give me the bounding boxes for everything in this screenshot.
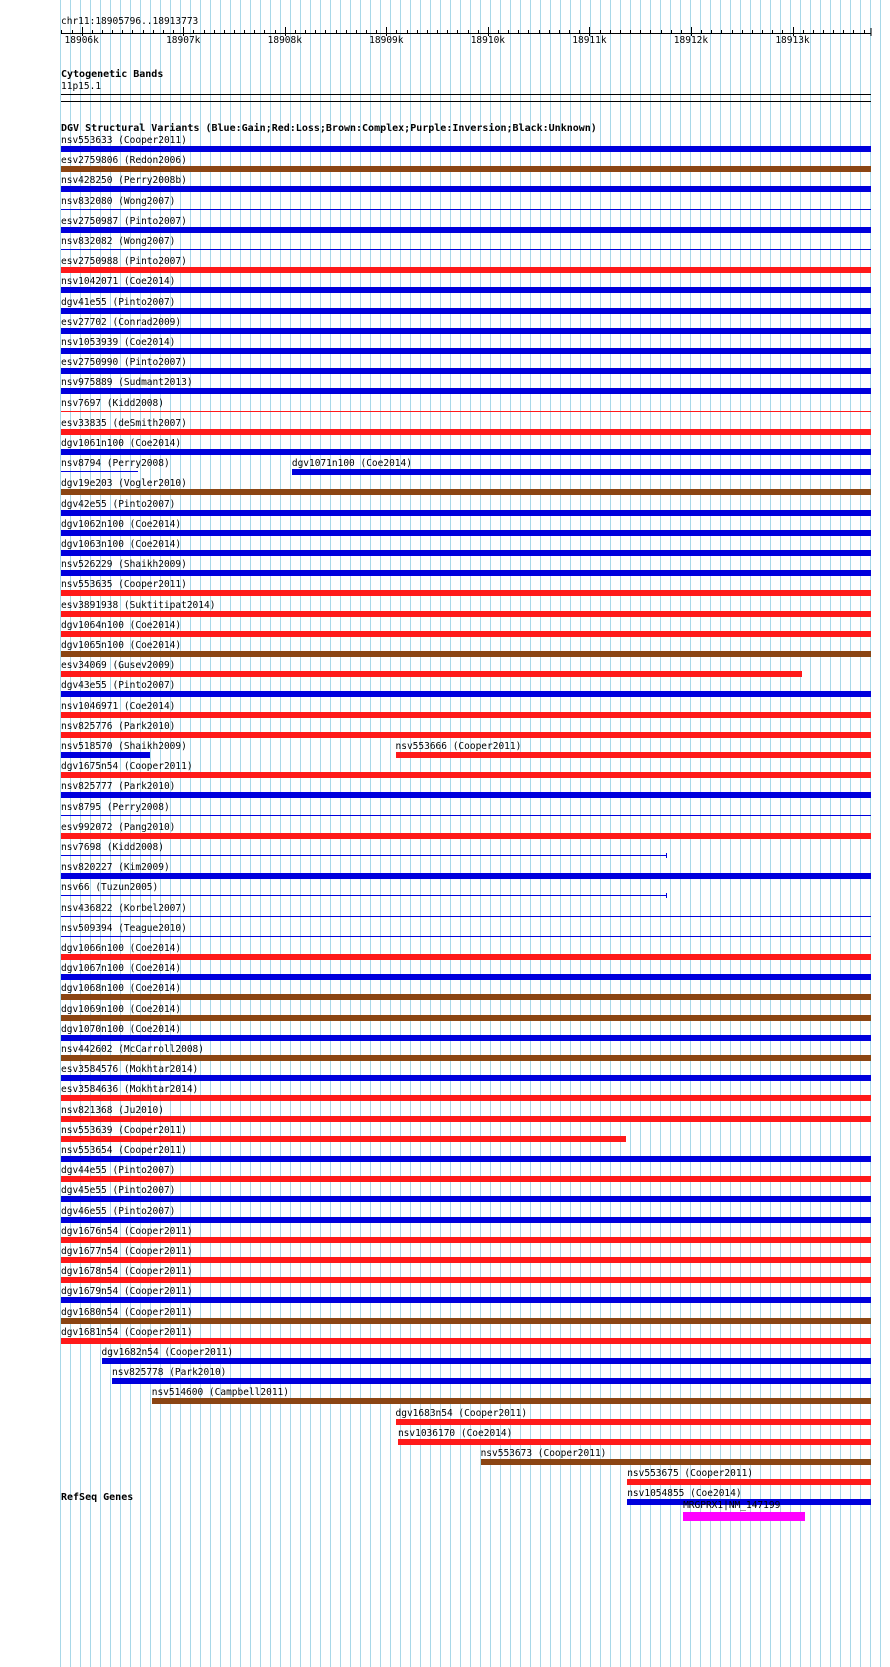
variant-feature-loss[interactable] [61, 429, 871, 435]
variant-feature-gain[interactable] [61, 936, 871, 937]
variant-label: dgv1062n100 (Coe2014) [61, 518, 182, 530]
variant-feature-loss[interactable] [61, 1338, 871, 1344]
variant-label: nsv832082 (Wong2007) [61, 236, 176, 247]
variant-label: dgv1071n100 (Coe2014) [291, 458, 412, 470]
variant-label: esv2750990 (Pinto2007) [61, 357, 187, 369]
variant-label: dgv1061n100 (Coe2014) [61, 438, 182, 449]
variant-label: esv3891938 (Suktitipat2014) [61, 599, 216, 611]
ruler-tick-label: 18913k [775, 35, 810, 46]
refseq-track-title: RefSeq Genes [61, 1492, 134, 1503]
variant-label: nsv553654 (Cooper2011) [61, 1145, 187, 1156]
variant-label: dgv1682n54 (Cooper2011) [101, 1347, 234, 1358]
variant-label: esv33835 (deSmith2007) [61, 417, 187, 429]
variant-feature-loss[interactable] [61, 411, 871, 412]
variant-label: nsv526229 (Shaikh2009) [61, 559, 187, 571]
variant-feature-gain[interactable] [61, 308, 871, 314]
variant-feature-complex[interactable] [61, 1318, 871, 1324]
variant-feature-gain[interactable] [102, 1358, 872, 1364]
variant-label: nsv1036170 (Coe2014) [397, 1427, 513, 1439]
variant-feature-gain[interactable] [61, 209, 871, 210]
ruler-tick-label: 18908k [267, 35, 302, 46]
variant-label: dgv44e55 (Pinto2007) [61, 1165, 176, 1177]
variant-label: nsv1053939 (Coe2014) [61, 337, 176, 348]
variant-feature-loss[interactable] [627, 1479, 871, 1485]
variant-label: esv2750987 (Pinto2007) [61, 215, 187, 227]
variant-feature-gain[interactable] [61, 510, 871, 516]
variant-feature-loss[interactable] [61, 267, 871, 273]
variant-label: esv3584576 (Mokhtar2014) [61, 1064, 199, 1076]
variant-feature-complex[interactable] [61, 489, 871, 495]
ruler-tick-label: 18909k [369, 35, 404, 46]
variant-label: dgv1675n54 (Cooper2011) [61, 761, 193, 773]
variant-label: dgv1680n54 (Cooper2011) [61, 1306, 193, 1318]
variant-label: nsv825778 (Park2010) [112, 1367, 227, 1379]
variant-feature-loss[interactable] [398, 1439, 871, 1445]
variant-label: dgv1065n100 (Coe2014) [61, 640, 182, 651]
variant-label: nsv8794 (Perry2008) [61, 458, 170, 470]
variant-feature-loss[interactable] [61, 590, 871, 596]
variant-feature-loss[interactable] [61, 611, 871, 617]
variant-label: esv2759806 (Redon2006) [61, 155, 187, 167]
gene-feature[interactable] [683, 1512, 805, 1521]
variant-feature-loss[interactable] [61, 833, 871, 839]
variant-label: nsv1042071 (Coe2014) [61, 276, 176, 288]
variant-feature-gain[interactable] [61, 792, 871, 798]
variant-feature-gain[interactable] [292, 469, 871, 475]
variant-label: dgv1066n100 (Coe2014) [61, 943, 182, 954]
variant-label: nsv514600 (Campbell2011) [151, 1387, 289, 1399]
variant-label: dgv1679n54 (Cooper2011) [61, 1286, 193, 1298]
variant-label: dgv45e55 (Pinto2007) [61, 1185, 176, 1197]
location-label: chr11:18905796..18913773 [61, 16, 199, 27]
variant-label: esv2750988 (Pinto2007) [61, 256, 187, 268]
variant-label: dgv1678n54 (Cooper2011) [61, 1266, 193, 1278]
variant-label: nsv553675 (Cooper2011) [627, 1468, 754, 1480]
variant-label: esv27702 (Conrad2009) [61, 316, 182, 328]
variant-feature-gain[interactable] [61, 388, 871, 394]
variant-label: nsv1046971 (Coe2014) [61, 700, 176, 712]
variant-feature-loss[interactable] [61, 1095, 871, 1101]
variant-label: esv34069 (Gusev2009) [61, 660, 176, 672]
variant-label: nsv1054855 (Coe2014) [627, 1488, 742, 1500]
ruler-tick-label: 18911k [572, 35, 607, 46]
variant-feature-gain[interactable] [61, 1196, 871, 1202]
variant-feature-loss[interactable] [61, 631, 871, 637]
variant-feature-loss[interactable] [61, 1257, 871, 1263]
variant-feature-loss[interactable] [61, 1277, 871, 1283]
coordinate-ruler[interactable] [0, 0, 890, 60]
variant-label: nsv832080 (Wong2007) [61, 195, 176, 207]
variant-label: dgv1064n100 (Coe2014) [61, 619, 182, 631]
variant-label: dgv1067n100 (Coe2014) [61, 963, 182, 975]
variant-feature-gain[interactable] [61, 691, 871, 697]
variant-label: dgv42e55 (Pinto2007) [61, 498, 176, 510]
variant-feature-gain[interactable] [61, 146, 871, 152]
variant-label: dgv46e55 (Pinto2007) [61, 1205, 176, 1217]
variant-label: dgv1068n100 (Coe2014) [61, 983, 182, 995]
ruler-tick-label: 18912k [673, 35, 709, 46]
variant-label: nsv975889 (Sudmant2013) [61, 377, 193, 389]
variant-feature-gain[interactable] [61, 895, 667, 896]
cyto-track-title: Cytogenetic Bands [61, 69, 164, 80]
variant-feature-complex[interactable] [481, 1459, 871, 1465]
variant-feature-loss[interactable] [61, 772, 871, 778]
variant-feature-complex[interactable] [61, 166, 871, 172]
cyto-band-label: 11p15.1 [61, 81, 102, 92]
variant-feature-gain[interactable] [61, 855, 667, 856]
variant-label: nsv518570 (Shaikh2009) [61, 741, 187, 752]
variant-label: esv992072 (Pang2010) [61, 821, 176, 833]
ruler-tick-label: 18910k [470, 35, 506, 46]
variant-feature-gain[interactable] [61, 1156, 871, 1162]
variant-feature-loss[interactable] [61, 732, 871, 738]
variant-label: dgv1677n54 (Cooper2011) [61, 1246, 193, 1257]
variant-label: dgv41e55 (Pinto2007) [61, 296, 176, 308]
variant-feature-loss[interactable] [61, 954, 871, 960]
variant-label: nsv8795 (Perry2008) [61, 801, 170, 813]
variant-label: dgv1683n54 (Cooper2011) [395, 1407, 528, 1419]
variant-label: nsv821368 (Ju2010) [61, 1104, 164, 1116]
variant-label: nsv825776 (Park2010) [61, 720, 176, 732]
variant-label: nsv553639 (Cooper2011) [61, 1124, 187, 1136]
variant-feature-complex[interactable] [61, 994, 871, 1000]
variant-feature-gain[interactable] [61, 471, 138, 472]
variant-feature-gain[interactable] [61, 873, 871, 879]
variant-feature-loss[interactable] [396, 1419, 871, 1425]
variant-feature-gain[interactable] [61, 249, 871, 250]
variant-feature-complex[interactable] [152, 1398, 871, 1404]
variant-feature-loss[interactable] [396, 752, 871, 758]
variant-label: nsv553635 (Cooper2011) [61, 579, 187, 591]
variant-feature-loss[interactable] [61, 671, 802, 677]
variant-feature-gain[interactable] [61, 1075, 871, 1081]
variant-label: dgv1676n54 (Cooper2011) [61, 1225, 193, 1237]
variant-feature-gain[interactable] [61, 449, 871, 455]
variant-feature-gain[interactable] [61, 570, 871, 576]
variant-feature-gain[interactable] [61, 1297, 871, 1303]
variant-label: dgv1681n54 (Cooper2011) [61, 1326, 193, 1338]
variant-feature-gain[interactable] [61, 974, 871, 980]
variant-feature-gain[interactable] [61, 348, 871, 354]
variant-feature-gain[interactable] [61, 916, 871, 917]
ruler-tick-label: 18907k [166, 35, 201, 46]
variant-label: nsv553666 (Cooper2011) [395, 741, 522, 752]
variant-feature-gain[interactable] [61, 328, 871, 334]
variant-label: nsv509394 (Teague2010) [61, 922, 187, 934]
variant-feature-gain[interactable] [112, 1378, 871, 1384]
variant-feature-gain[interactable] [61, 752, 150, 758]
variant-feature-gain[interactable] [61, 287, 871, 293]
gene-label: MRGPRX1|NM_147199 [683, 1500, 781, 1511]
variant-feature-loss[interactable] [61, 1116, 871, 1122]
variant-feature-gain[interactable] [61, 368, 871, 374]
ruler-axis [0, 0, 890, 60]
variant-feature-gain[interactable] [61, 550, 871, 556]
variant-label: nsv820227 (Kim2009) [61, 862, 170, 874]
ruler-tick-label: 18906k [64, 35, 99, 46]
variant-label: nsv553633 (Cooper2011) [61, 135, 187, 146]
variant-feature-gain[interactable] [61, 815, 871, 816]
variant-feature-gain[interactable] [61, 1217, 871, 1223]
variant-label: nsv553673 (Cooper2011) [480, 1448, 607, 1459]
variant-feature-gain[interactable] [61, 227, 871, 233]
variant-feature-gain[interactable] [61, 186, 871, 192]
variant-feature-loss[interactable] [61, 1237, 871, 1243]
variant-label: dgv19e203 (Vogler2010) [61, 478, 187, 490]
variant-label: nsv7698 (Kidd2008) [61, 842, 164, 853]
variant-feature-loss[interactable] [61, 1136, 626, 1142]
variant-label: dgv1069n100 (Coe2014) [61, 1003, 182, 1015]
variant-feature-loss[interactable] [61, 1176, 871, 1182]
variant-feature-complex[interactable] [61, 1015, 871, 1021]
cyto-band-line-top [61, 94, 871, 95]
variant-label: dgv1063n100 (Coe2014) [61, 539, 182, 550]
variant-label: nsv7697 (Kidd2008) [61, 397, 164, 409]
variant-label: esv3584636 (Mokhtar2014) [61, 1084, 199, 1096]
variant-feature-gain[interactable] [61, 530, 871, 536]
variant-label: nsv825777 (Park2010) [61, 781, 176, 793]
variant-feature-loss[interactable] [61, 712, 871, 718]
variant-feature-gain[interactable] [61, 1035, 871, 1041]
variant-label: nsv428250 (Perry2008b) [61, 175, 187, 187]
variant-label: nsv442602 (McCarroll2008) [61, 1044, 204, 1055]
cyto-band-line-bottom [61, 101, 871, 102]
variant-feature-complex[interactable] [61, 1055, 871, 1061]
dgv-track-title: DGV Structural Variants (Blue:Gain;Red:Loss;Brown:Complex;Purple:Inversion;Black:Unknown) [61, 123, 597, 134]
variant-label: nsv436822 (Korbel2007) [61, 902, 187, 914]
variant-label: dgv1070n100 (Coe2014) [61, 1023, 182, 1035]
variant-label: nsv66 (Tuzun2005) [61, 882, 159, 894]
variant-feature-complex[interactable] [61, 651, 871, 657]
variant-label: dgv43e55 (Pinto2007) [61, 680, 176, 692]
